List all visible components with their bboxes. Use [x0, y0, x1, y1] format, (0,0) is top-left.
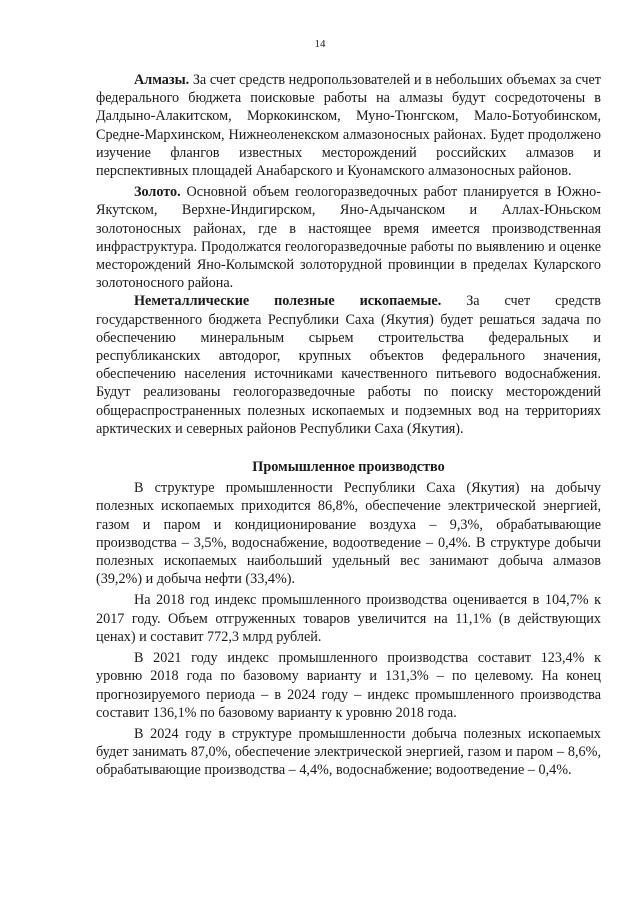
- paragraph-2018-index: На 2018 год индекс промышленного производства оценивается в 104,7% к 2017 году. Объем отгруженных товаров увеличится на 11,1% (в действующих ценах) и составит 772,3 млрд рублей.: [96, 592, 601, 645]
- document-body: [96, 71, 601, 780]
- paragraph-lead: Золото.: [134, 184, 181, 201]
- paragraph-lead: Алмазы.: [134, 72, 190, 88]
- paragraph-structure: В структуре промышленности Республики Саха (Якутия) на добычу полезных ископаемых приходится 86,8%, обеспечение электрической энергией, газом и паром и кондиционирование воздуха – 9,3%, обрабатывающие производства – 3,5%, водоснабжение, водоотведение – 0,4%. В структуре добычи полезных ископаемых наибольший удельный вес занимают добыча алмазов (39,2%) и добыча нефти (33,4%).: [96, 480, 601, 588]
- paragraph-text: За счет средств государственного бюджета Республики Саха (Якутия) будет решаться задача по обеспечению минеральным сырьем строительства федеральных и республиканских автодорог, крупных объектов федерального значения, обеспечению населения источниками качественного питьевого водоснабжения. Будут реализованы геологоразведочные работы по поиску месторождений общераспространенных полезных ископаемых и подземных вод на территориях арктических и северных районов Республики Саха (Якутия).: [96, 293, 601, 437]
- paragraph-diamonds: [96, 71, 601, 180]
- paragraph-lead: Неметаллические полезные ископаемые.: [134, 293, 442, 310]
- paragraph-2024-structure: В 2024 году в структуре промышленности добыча полезных ископаемых будет занимать 87,0%, обеспечение электрической энергией, газом и паром – 8,6%, обрабатывающие производства – 4,4%, водоснабжение; водоотведение – 0,4%.: [96, 725, 601, 779]
- section-title: Промышленное производство: [252, 459, 445, 476]
- page-number: 14: [314, 38, 326, 50]
- paragraph-text: За счет средств недропользователей и в небольших объемах за счет федерального бюджета поисковые работы на алмазы будут сосредоточены в Далдыно-Алакитском, Моркокинском, Муно-Тюнгском, Мало-Ботуобинском, Средне-Мархинском, Нижнеоленекском алмазоносных районах. Будет продолжено изучение флангов известных месторождений российских алмазов и перспективных площадей Анабарского и Куонамского алмазоносных районов.: [96, 72, 601, 180]
- paragraph-nonmetallic: [96, 292, 601, 438]
- paragraph-text: Основной объем геологоразведочных работ планируется в Южно-Якутском, Верхне-Индигирском, Яно-Адычанском и Аллах-Юньском золотоносных районах, где в настоящее время имеется производственная инфраструктура. Продолжатся геологоразведочные работы по выявлению и оценке месторождений Яно-Колымской золоторудной провинции в пределах Куларского золотоносного района.: [96, 184, 601, 292]
- paragraph-gold: [96, 183, 601, 292]
- paragraph-2021-index: В 2021 году индекс промышленного производства составит 123,4% к уровню 2018 года по базовому варианту и 131,3% – по целевому. На конец прогнозируемого периода – в 2024 году – индекс промышленного производства составит 136,1% по базовому варианту к уровню 2018 года.: [96, 650, 601, 721]
